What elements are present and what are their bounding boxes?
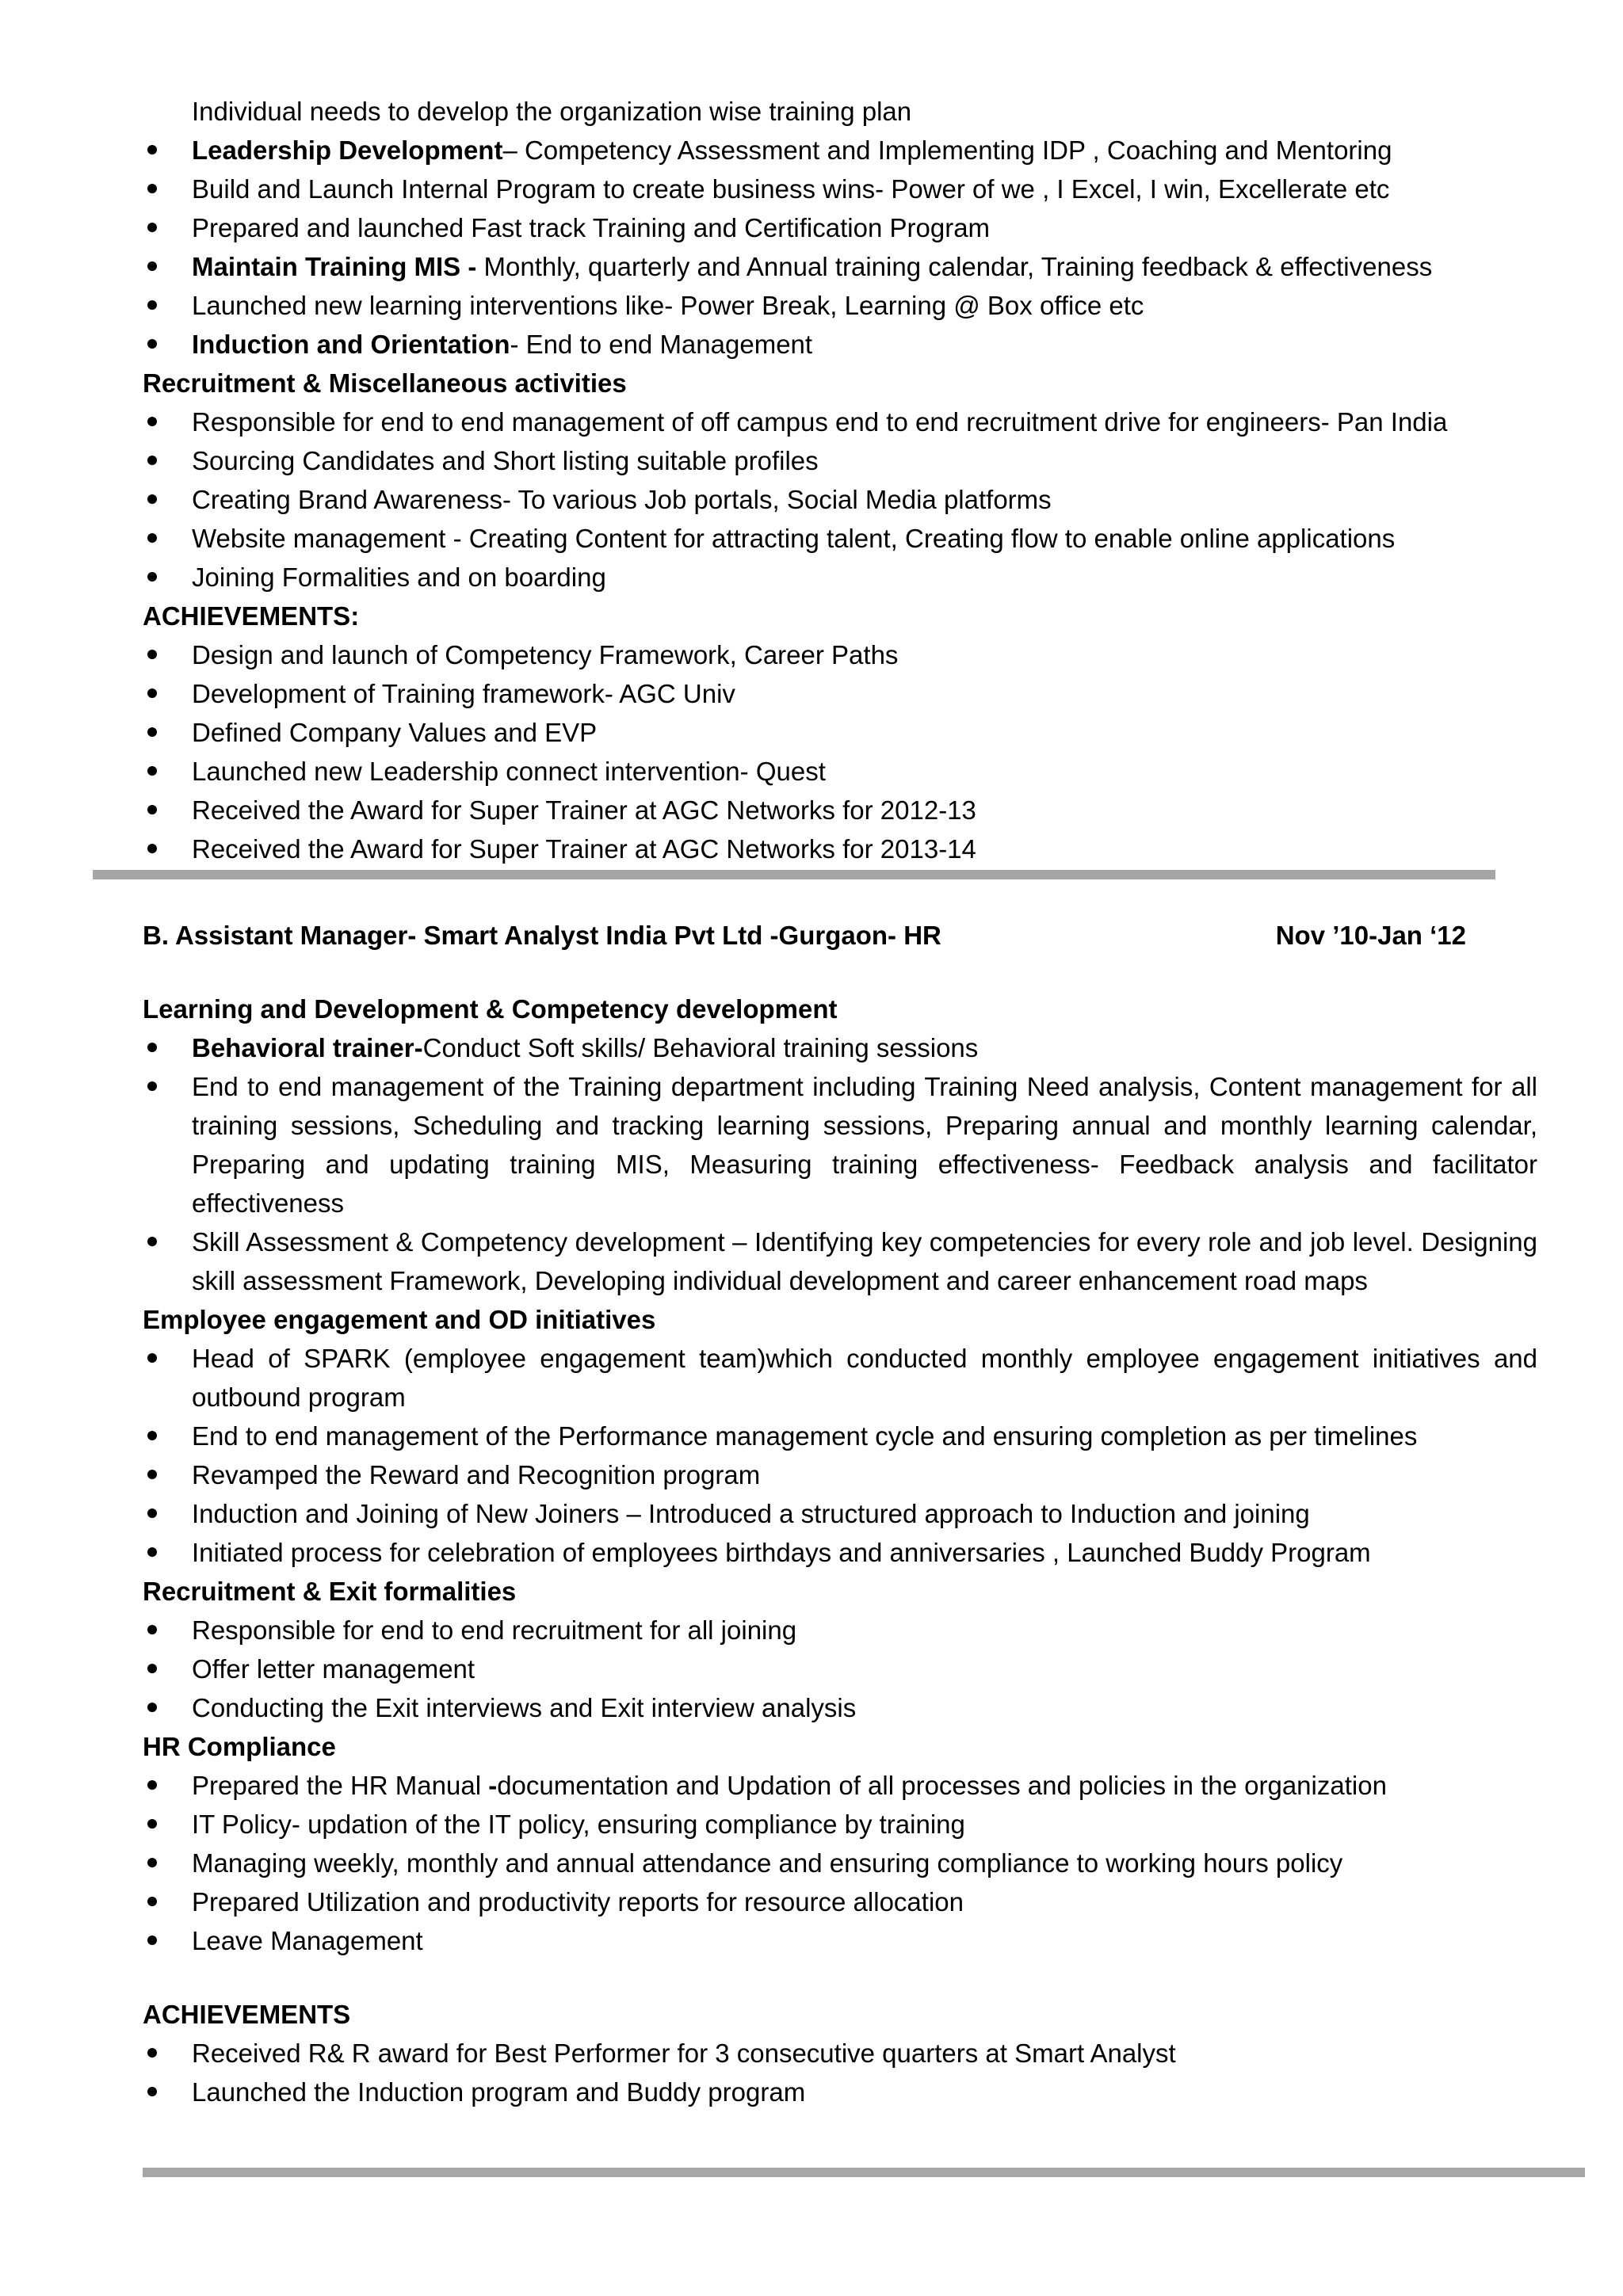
list-item: Leave Management [143, 1921, 1537, 1960]
engagement-list [143, 1339, 1537, 1572]
list-item: Offer letter management [143, 1650, 1537, 1688]
list-item: End to end management of the Performance management cycle and ensuring completion as per timelines [143, 1417, 1537, 1455]
list-item: Behavioral trainer-Conduct Soft skills/ Behavioral training sessions [143, 1028, 1537, 1067]
list-item: Sourcing Candidates and Short listing suitable profiles [143, 441, 1537, 480]
list-item: Design and launch of Competency Framework, Career Paths [143, 635, 1537, 674]
list-item: Launched new learning interventions like- Power Break, Learning @ Box office etc [143, 286, 1537, 325]
ld-list [143, 1028, 1537, 1300]
list-item: Prepared the HR Manual -documentation and Updation of all processes and policies in the organization [143, 1766, 1537, 1805]
role-header [143, 916, 1537, 955]
engagement-heading: Employee engagement and OD initiatives [143, 1305, 656, 1334]
achievements-list [143, 635, 1537, 868]
achievements-list [143, 2034, 1537, 2111]
role-dates: Nov ’10-Jan ‘12 [1275, 921, 1466, 950]
exit-heading: Recruitment & Exit formalities [143, 1577, 517, 1606]
list-item: Received the Award for Super Trainer at AGC Networks for 2013-14 [143, 830, 1537, 868]
list-item: Induction and Joining of New Joiners – Introduced a structured approach to Induction and joining [143, 1494, 1537, 1533]
list-item: Build and Launch Internal Program to create business wins- Power of we , I Excel, I win, Excellerate etc [143, 170, 1537, 208]
achievements-heading: ACHIEVEMENTS: [143, 601, 360, 631]
list-item: Development of Training framework- AGC Univ [143, 674, 1537, 713]
assistant-manager-section [143, 916, 1537, 2111]
list-item: Creating Brand Awareness- To various Job portals, Social Media platforms [143, 480, 1537, 519]
recruitment-list [143, 402, 1537, 597]
list-item: Received the Award for Super Trainer at AGC Networks for 2012-13 [143, 791, 1537, 830]
list-item: Head of SPARK (employee engagement team)which conducted monthly employee engagement initiatives and outbound program [143, 1339, 1537, 1417]
list-item: Skill Assessment & Competency development – Identifying key competencies for every role and job level. Designing skill assessment Framework, Developing individual development and career enhancement road maps [143, 1222, 1537, 1300]
list-item: Defined Company Values and EVP [143, 713, 1537, 752]
recruitment-heading: Recruitment & Miscellaneous activities [143, 368, 627, 398]
ld-heading: Learning and Development & Competency development [143, 994, 838, 1024]
section-divider [143, 2168, 1585, 2177]
list-item: End to end management of the Training department including Training Need analysis, Content management for all training sessions, Scheduling and tracking learning sessions, Preparing annual and monthly learning calendar, Preparing and updating training MIS, Measuring training effectiveness- Feedback analysis and facilitator effectiveness [143, 1067, 1537, 1222]
list-item: Joining Formalities and on boarding [143, 558, 1537, 597]
list-item: Conducting the Exit interviews and Exit interview analysis [143, 1688, 1537, 1727]
list-item: Website management - Creating Content for attracting talent, Creating flow to enable online applications [143, 519, 1537, 558]
previous-role-section [143, 92, 1537, 868]
training-list [143, 131, 1537, 364]
list-item: Induction and Orientation- End to end Management [143, 325, 1537, 364]
list-item: Maintain Training MIS - Monthly, quarterly and Annual training calendar, Training feedback & effectiveness [143, 247, 1537, 286]
list-item: Leadership Development– Competency Assessment and Implementing IDP , Coaching and Mentoring [143, 131, 1537, 170]
list-item: Revamped the Reward and Recognition program [143, 1455, 1537, 1494]
list-item: Managing weekly, monthly and annual attendance and ensuring compliance to working hours policy [143, 1844, 1537, 1882]
compliance-heading: HR Compliance [143, 1732, 336, 1761]
section-divider [93, 870, 1495, 879]
list-item: Received R& R award for Best Performer for 3 consecutive quarters at Smart Analyst [143, 2034, 1537, 2073]
achievements-heading: ACHIEVEMENTS [143, 2000, 351, 2029]
list-item: Launched the Induction program and Buddy program [143, 2073, 1537, 2111]
list-item: Launched new Leadership connect intervention- Quest [143, 752, 1537, 791]
list-item: Responsible for end to end management of off campus end to end recruitment drive for engineers- Pan India [143, 402, 1537, 441]
list-item: IT Policy- updation of the IT policy, ensuring compliance by training [143, 1805, 1537, 1844]
compliance-list [143, 1766, 1537, 1960]
list-item: Prepared Utilization and productivity reports for resource allocation [143, 1882, 1537, 1921]
intro-line: Individual needs to develop the organization wise training plan [192, 97, 912, 126]
list-item: Initiated process for celebration of employees birthdays and anniversaries , Launched Buddy Program [143, 1533, 1537, 1572]
list-item: Responsible for end to end recruitment for all joining [143, 1611, 1537, 1650]
list-item: Prepared and launched Fast track Training and Certification Program [143, 208, 1537, 247]
exit-list [143, 1611, 1537, 1727]
role-title: B. Assistant Manager- Smart Analyst India Pvt Ltd -Gurgaon- HR [143, 921, 941, 950]
